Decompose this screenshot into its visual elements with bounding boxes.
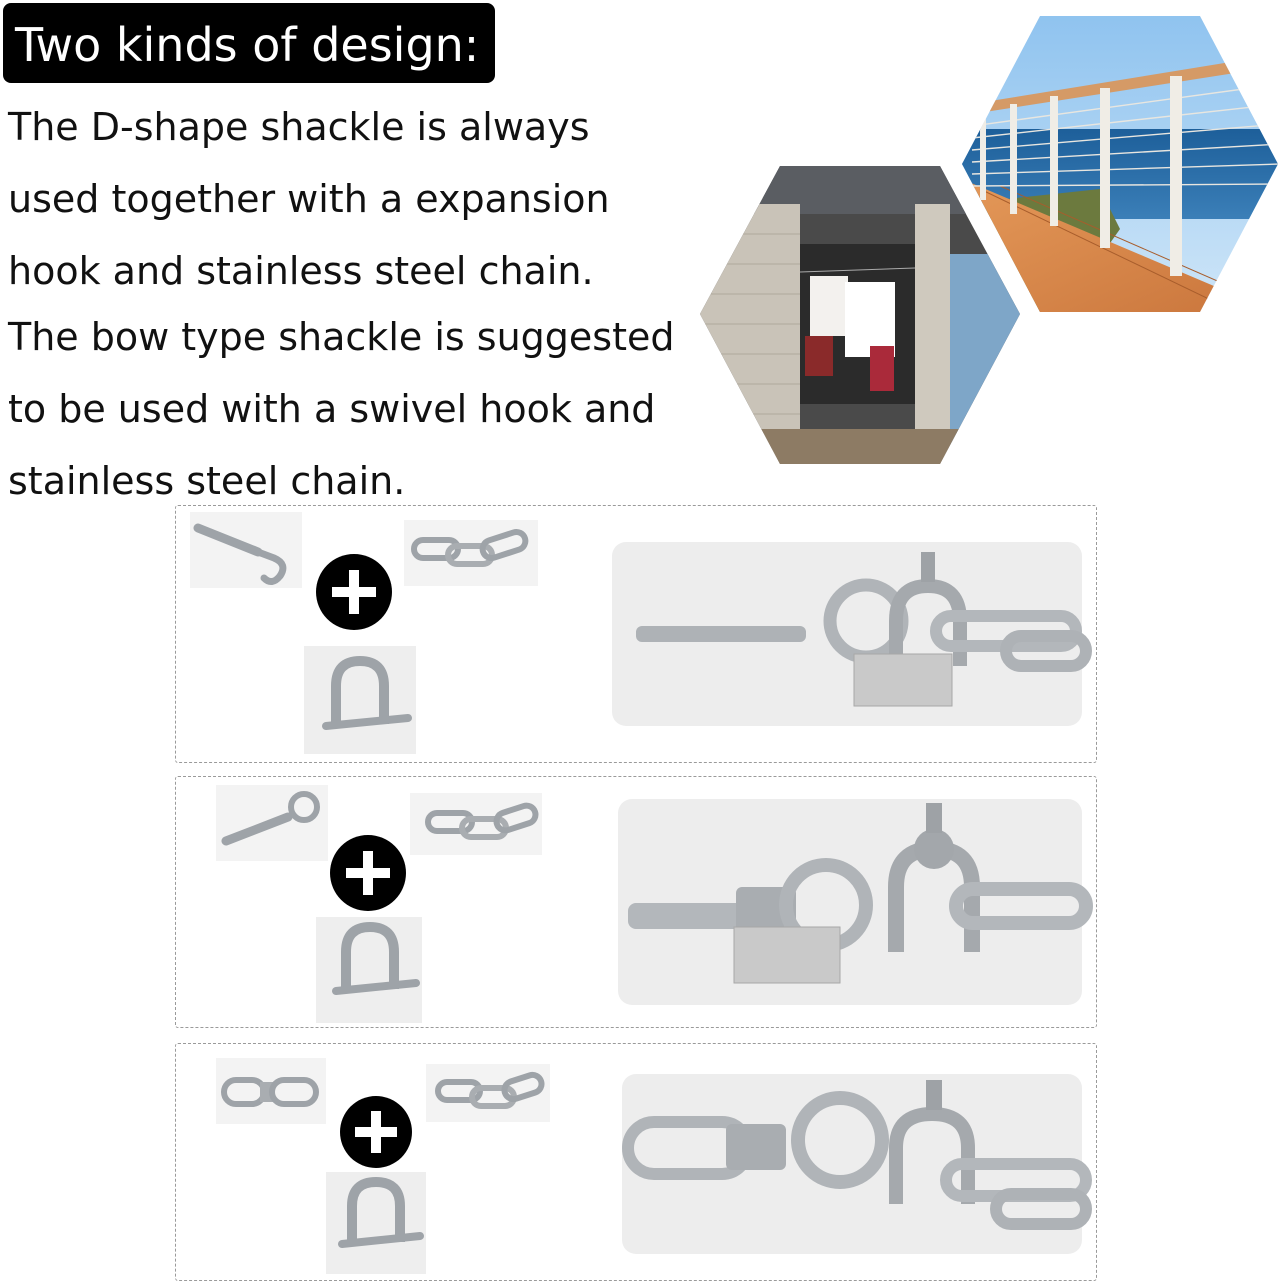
scene-photos <box>680 14 1280 474</box>
chain-icon <box>404 520 538 586</box>
d-shackle-icon <box>316 917 422 1023</box>
plus-icon <box>340 1096 412 1168</box>
assembled-hook-chain-photo <box>612 542 1086 726</box>
d-shackle-icon <box>326 1172 426 1274</box>
assembled-eyebolt-chain-photo <box>618 799 1086 1005</box>
combo-panel-2 <box>175 776 1097 1028</box>
expansion-hook-icon <box>190 512 302 588</box>
plus-icon <box>330 835 406 911</box>
description-line-2: used together with a expansion <box>8 177 610 221</box>
description-line-4: The bow type shackle is suggested <box>8 315 675 359</box>
combo-panel-1 <box>175 505 1097 763</box>
combo-panel-3 <box>175 1043 1097 1281</box>
assembled-swivel-chain-photo <box>622 1074 1086 1254</box>
page-title: Two kinds of design: <box>15 18 480 72</box>
swivel-hook-icon <box>216 1058 326 1124</box>
description-line-1: The D-shape shackle is always <box>8 105 590 149</box>
expansion-eye-bolt-icon <box>216 785 328 861</box>
title-banner <box>3 3 495 83</box>
description-line-5: to be used with a swivel hook and <box>8 387 656 431</box>
description-line-6: stainless steel chain. <box>8 459 406 503</box>
clothes-line-porch-photo <box>700 164 1020 469</box>
description-line-3: hook and stainless steel chain. <box>8 249 594 293</box>
chain-icon <box>410 793 542 855</box>
chain-icon <box>426 1064 550 1122</box>
d-shackle-icon <box>304 646 416 754</box>
plus-icon <box>316 554 392 630</box>
